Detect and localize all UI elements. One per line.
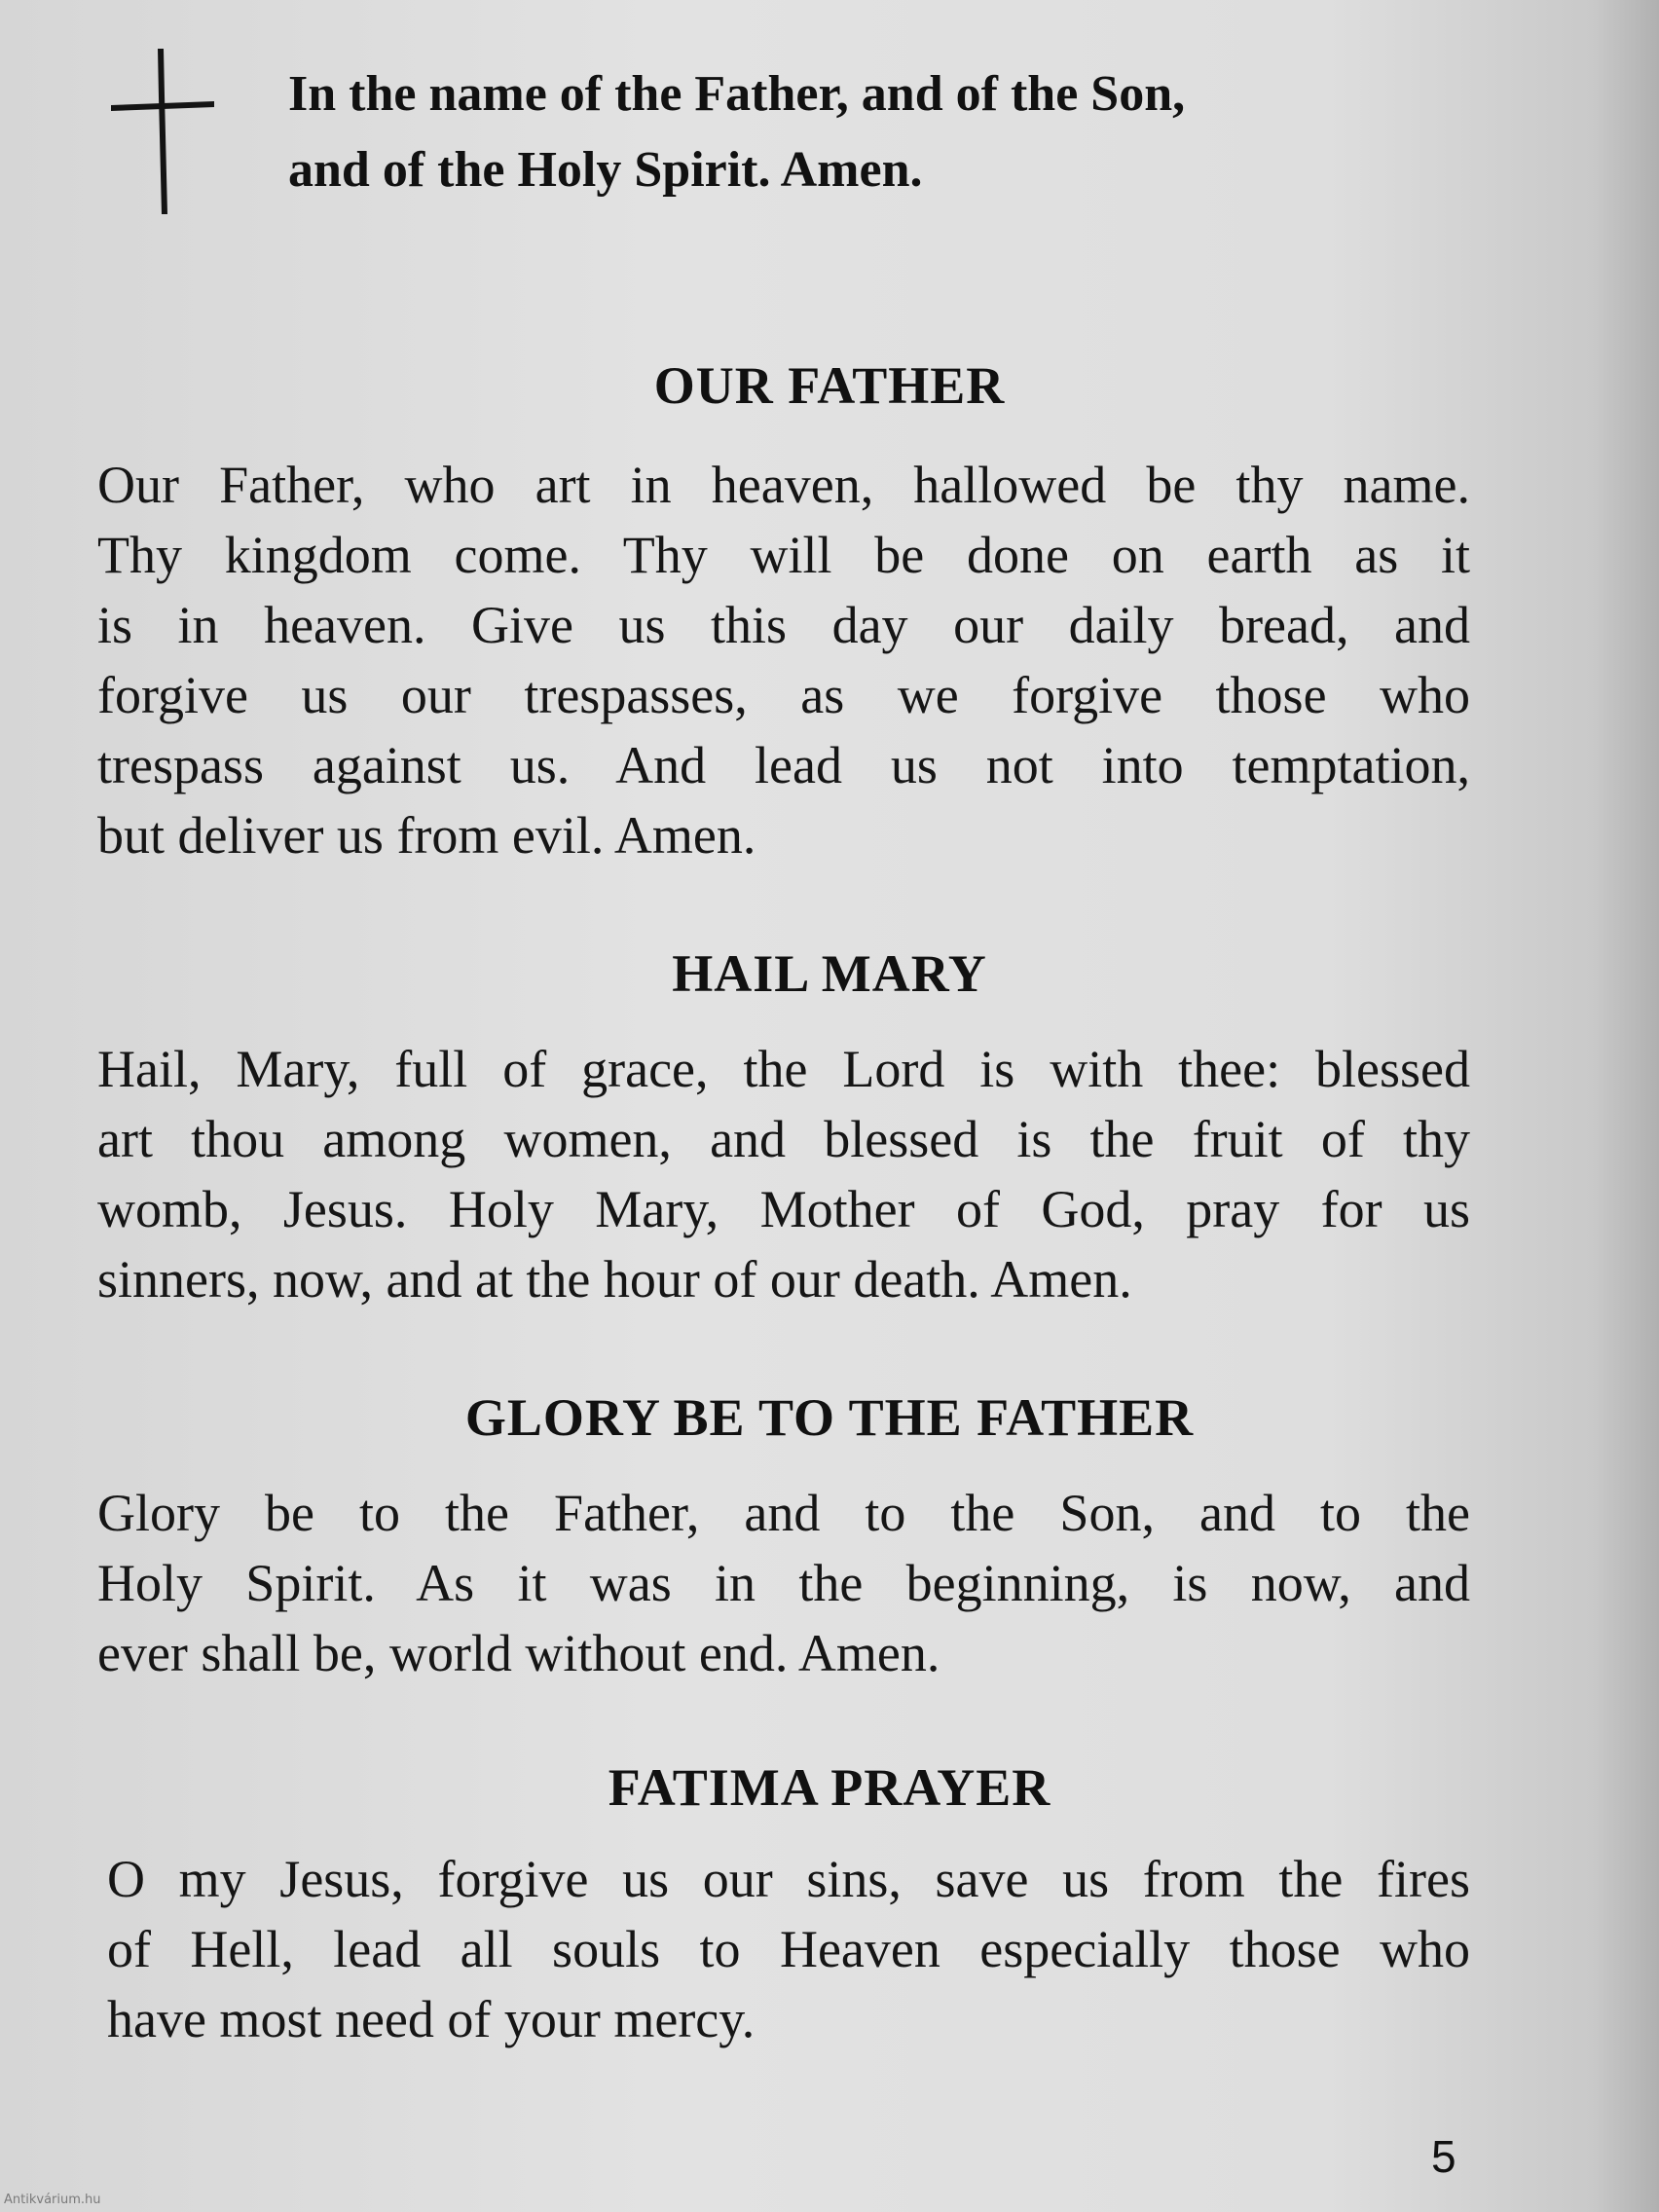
prayer-fatima (107, 1844, 1470, 2054)
prayer-line: ever shall be, world without end. Amen. (97, 1624, 940, 1682)
prayer-our-father (97, 450, 1470, 870)
prayer-line: Holy Spirit. As it was in the beginning, is now, and (97, 1554, 1470, 1612)
prayer-line: O my Jesus, forgive us our sins, save us from the fires (107, 1850, 1470, 1908)
site-watermark: Antikvárium.hu (4, 2193, 101, 2207)
prayer-line: Our Father, who art in heaven, hallowed be thy name. (97, 456, 1470, 514)
prayer-line: art thou among women, and blessed is the fruit of thy (97, 1110, 1470, 1168)
prayer-line: but deliver us from evil. Amen. (97, 806, 756, 865)
invocation-line: In the name of the Father, and of the Son, (288, 66, 1186, 122)
prayer-line: womb, Jesus. Holy Mary, Mother of God, pray for us (97, 1180, 1470, 1238)
cross-icon (109, 47, 216, 214)
prayer-glory-be (97, 1478, 1470, 1688)
prayer-line: forgive us our trespasses, as we forgive those who (97, 666, 1470, 724)
heading-our-father: OUR FATHER (653, 356, 1006, 415)
heading-glory-be: GLORY BE TO THE FATHER (464, 1388, 1195, 1447)
prayer-line: have most need of your mercy. (107, 1990, 756, 2048)
prayer-hail-mary (97, 1034, 1470, 1314)
prayer-line: is in heaven. Give us this day our daily bread, and (97, 596, 1470, 654)
sign-of-cross-invocation (288, 56, 1456, 208)
heading-hail-mary: HAIL MARY (672, 944, 987, 1003)
prayer-line: Hail, Mary, full of grace, the Lord is with thee: blessed (97, 1040, 1470, 1098)
prayer-line: of Hell, lead all souls to Heaven especially those who (107, 1920, 1470, 1978)
invocation-line: and of the Holy Spirit. Amen. (288, 142, 923, 198)
page-number: 5 (1431, 2131, 1456, 2182)
prayer-line: sinners, now, and at the hour of our death. Amen. (97, 1250, 1132, 1309)
heading-fatima-prayer: FATIMA PRAYER (608, 1758, 1051, 1817)
prayer-line: trespass against us. And lead us not into temptation, (97, 736, 1470, 794)
prayer-line: Glory be to the Father, and to the Son, and to the (97, 1484, 1470, 1542)
prayer-line: Thy kingdom come. Thy will be done on earth as it (97, 526, 1470, 584)
